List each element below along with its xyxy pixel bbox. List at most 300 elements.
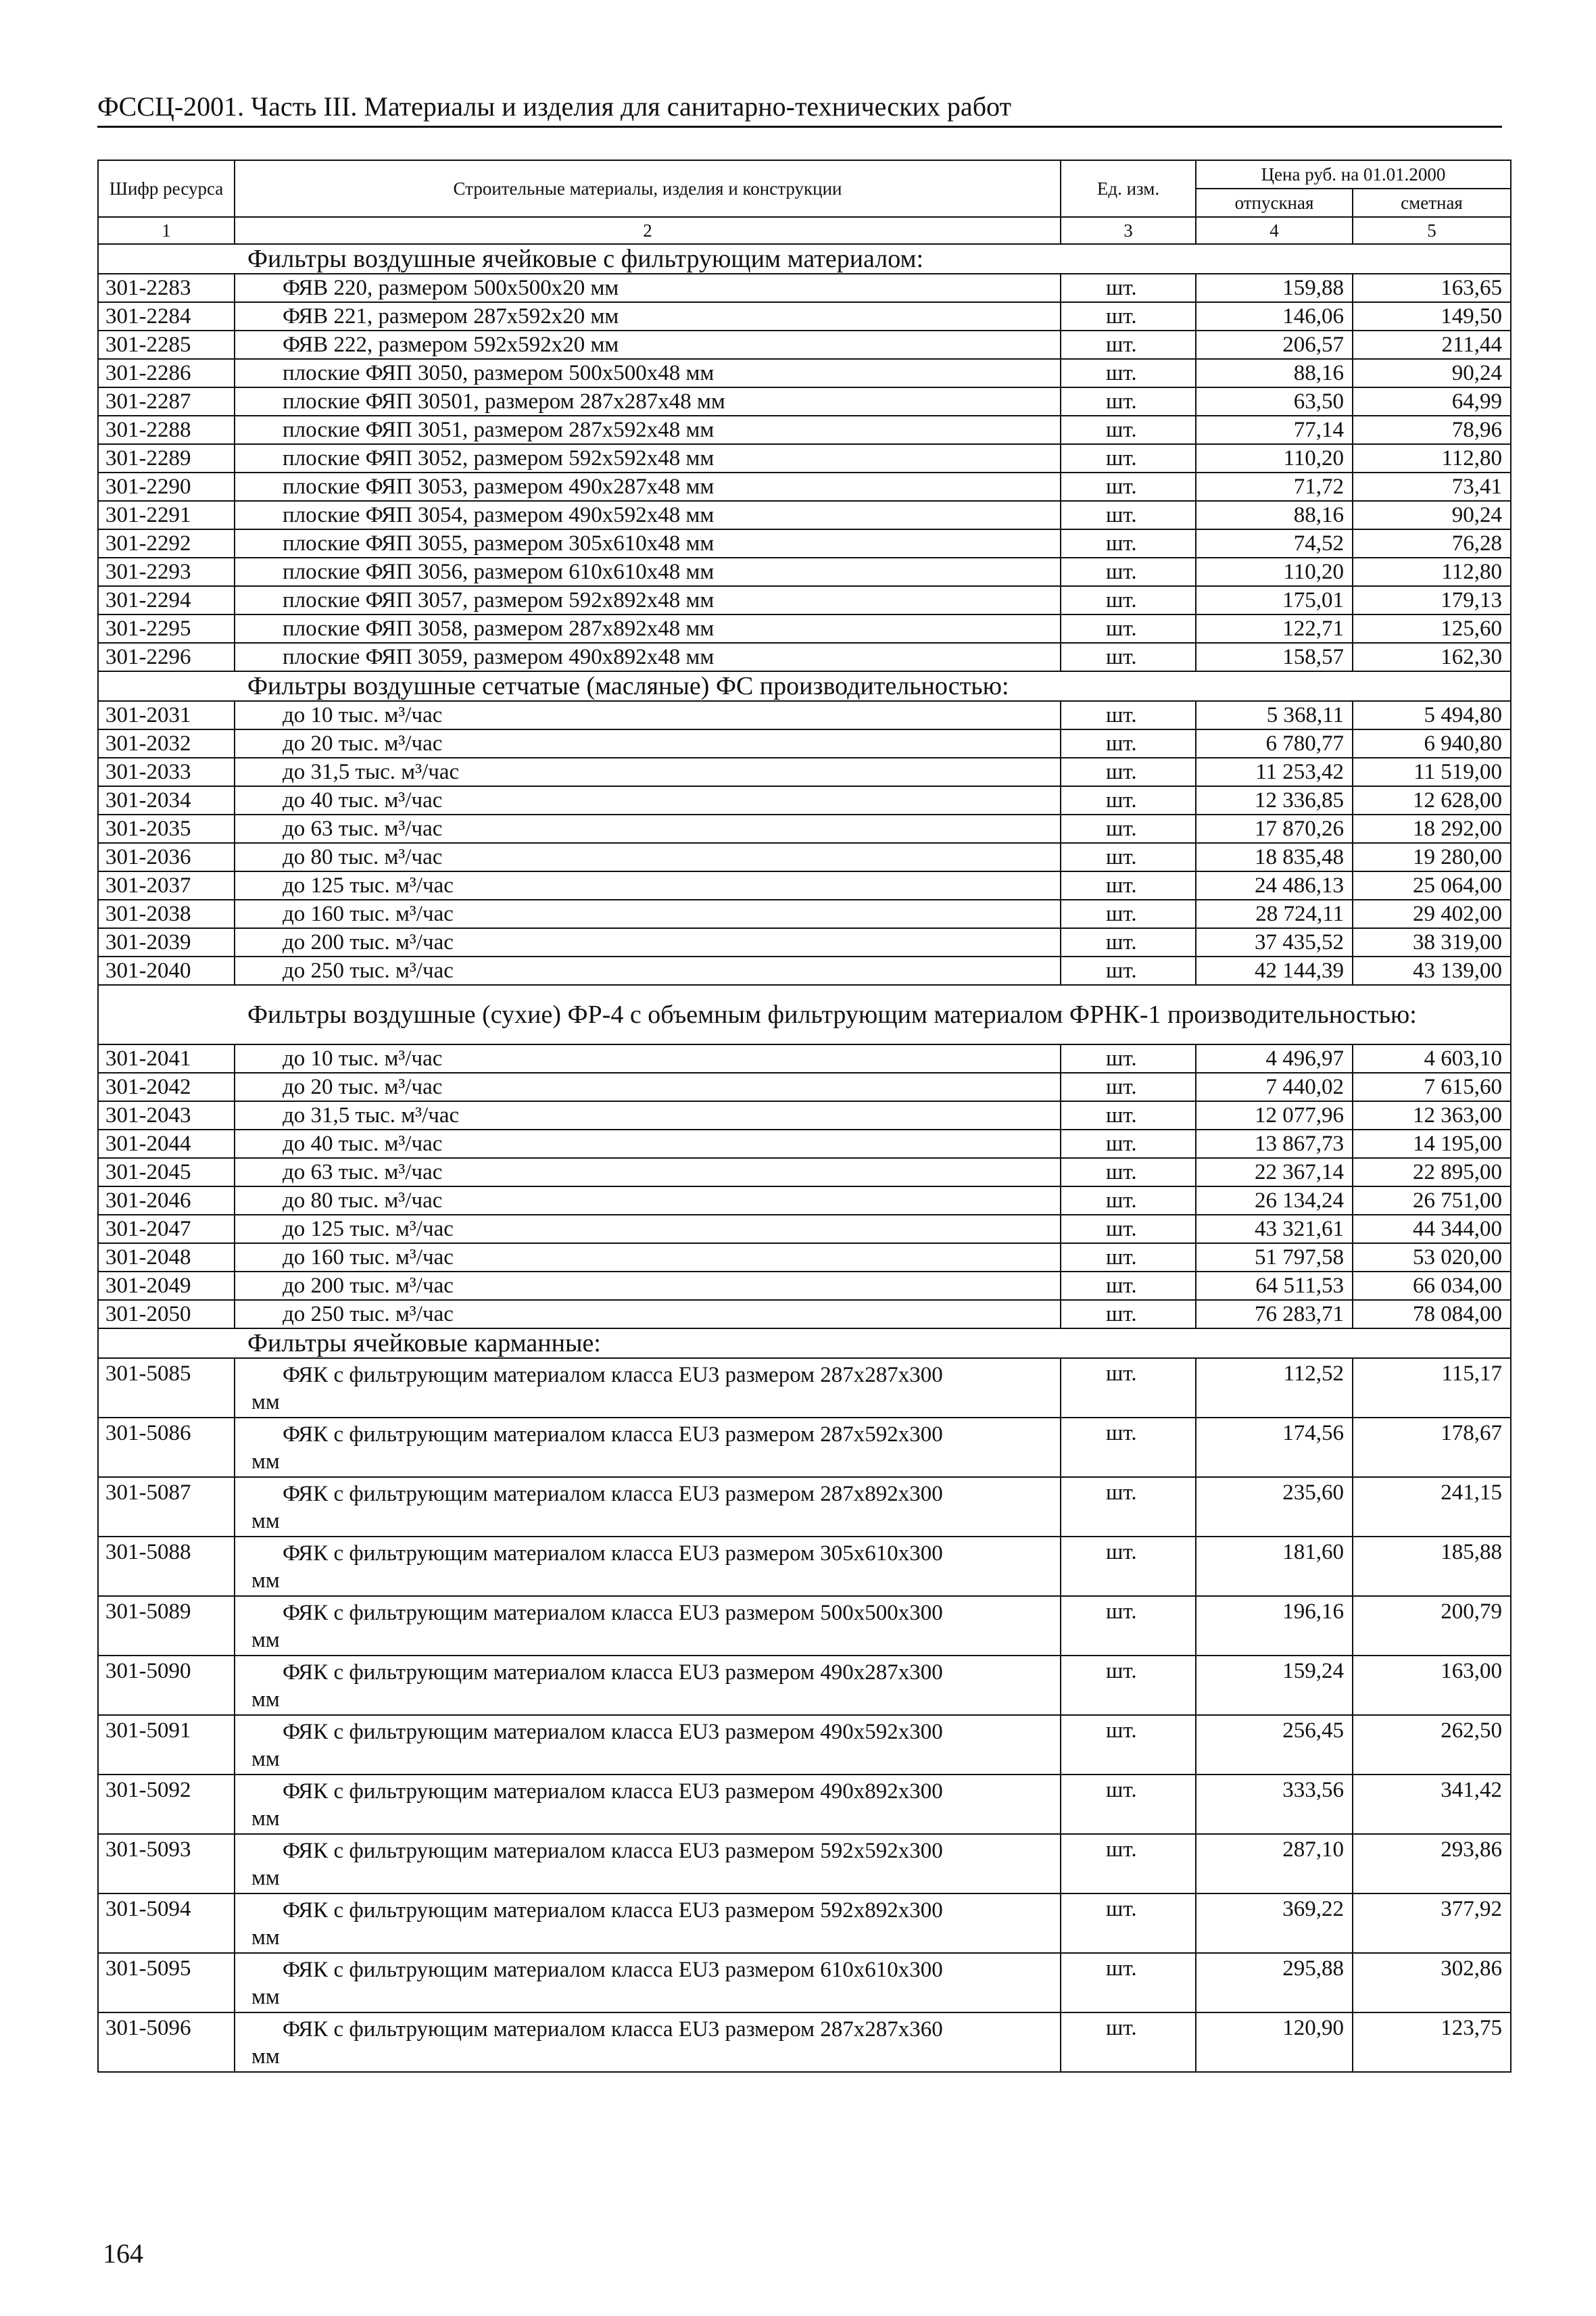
cell-name	[235, 815, 1061, 843]
cell-name-text: до 125 тыс. м³/час	[283, 873, 454, 898]
cell-unit: шт.	[1061, 1215, 1196, 1243]
cell-estimate-price: 179,13	[1353, 586, 1511, 614]
cell-unit: шт.	[1061, 1656, 1196, 1715]
table-row	[98, 416, 1511, 444]
table-row	[98, 558, 1511, 586]
cell-name-text: ФЯВ 220, размером 500х500х20 мм	[283, 276, 619, 300]
cell-estimate-price: 76,28	[1353, 529, 1511, 558]
cell-unit: шт.	[1061, 416, 1196, 444]
cell-release-price: 146,06	[1196, 302, 1353, 331]
group-row	[98, 244, 1511, 274]
cell-code: 301-2296	[98, 643, 235, 671]
cell-name	[235, 1243, 1061, 1272]
cell-name-text: плоские ФЯП 3054, размером 490х592х48 мм	[283, 503, 715, 527]
cell-name-text: плоские ФЯП 3057, размером 592х892х48 мм	[283, 588, 715, 612]
cell-estimate-price: 115,17	[1353, 1358, 1511, 1418]
cell-release-price: 175,01	[1196, 586, 1353, 614]
cell-unit: шт.	[1061, 928, 1196, 957]
cell-name	[235, 1044, 1061, 1073]
cell-release-price: 77,14	[1196, 416, 1353, 444]
cell-name-text: ФЯК с фильтрующим материалом класса EU3 размером 287х892х300	[283, 1482, 943, 1506]
cell-name	[235, 1358, 1061, 1418]
cell-unit: шт.	[1061, 1477, 1196, 1537]
cell-estimate-price: 123,75	[1353, 2012, 1511, 2072]
table-row	[98, 331, 1511, 359]
cell-estimate-price: 11 519,00	[1353, 758, 1511, 786]
cell-release-price: 174,56	[1196, 1418, 1353, 1477]
cell-code: 301-2034	[98, 786, 235, 815]
table-row	[98, 302, 1511, 331]
cell-name	[235, 614, 1061, 643]
cell-name	[235, 843, 1061, 871]
cell-name-text: до 80 тыс. м³/час	[283, 845, 443, 869]
table-row	[98, 501, 1511, 529]
cell-code: 301-2048	[98, 1243, 235, 1272]
table-row	[98, 1953, 1511, 2012]
table-row	[98, 1358, 1511, 1418]
cell-name-text: до 63 тыс. м³/час	[283, 817, 443, 841]
table-row	[98, 1044, 1511, 1073]
table-row	[98, 1656, 1511, 1715]
column-number: 5	[1353, 217, 1511, 244]
cell-estimate-price: 163,65	[1353, 274, 1511, 302]
cell-estimate-price: 25 064,00	[1353, 871, 1511, 900]
cell-name-text: ФЯВ 221, размером 287х592х20 мм	[283, 304, 619, 329]
cell-estimate-price: 26 751,00	[1353, 1186, 1511, 1215]
group-title: Фильтры воздушные сетчатые (масляные) ФС производительностью:	[98, 671, 1511, 701]
cell-name	[235, 416, 1061, 444]
cell-unit: шт.	[1061, 786, 1196, 815]
cell-name-text: ФЯК с фильтрующим материалом класса EU3 размером 287х592х300	[283, 1422, 943, 1447]
cell-unit: шт.	[1061, 529, 1196, 558]
cell-code: 301-2037	[98, 871, 235, 900]
cell-name-text: до 250 тыс. м³/час	[283, 959, 454, 983]
cell-unit: шт.	[1061, 274, 1196, 302]
table-row	[98, 1215, 1511, 1243]
cell-estimate-price: 53 020,00	[1353, 1243, 1511, 1272]
cell-name	[235, 444, 1061, 473]
cell-release-price: 11 253,42	[1196, 758, 1353, 786]
cell-estimate-price: 125,60	[1353, 614, 1511, 643]
cell-unit: шт.	[1061, 643, 1196, 671]
cell-name-unit-text: мм	[251, 1925, 280, 1950]
cell-name-unit-text: мм	[251, 1747, 280, 1771]
cell-code: 301-2294	[98, 586, 235, 614]
cell-unit: шт.	[1061, 1893, 1196, 1953]
cell-code: 301-2042	[98, 1073, 235, 1101]
cell-unit: шт.	[1061, 871, 1196, 900]
cell-name	[235, 1158, 1061, 1186]
table-row	[98, 786, 1511, 815]
group-title: Фильтры ячейковые карманные:	[98, 1328, 1511, 1358]
cell-release-price: 110,20	[1196, 558, 1353, 586]
cell-estimate-price: 73,41	[1353, 473, 1511, 501]
cell-code: 301-2044	[98, 1130, 235, 1158]
cell-name-text: до 160 тыс. м³/час	[283, 1245, 454, 1270]
cell-estimate-price: 78,96	[1353, 416, 1511, 444]
cell-estimate-price: 90,24	[1353, 359, 1511, 387]
cell-name-text: до 40 тыс. м³/час	[283, 1132, 443, 1156]
cell-release-price: 110,20	[1196, 444, 1353, 473]
cell-unit: шт.	[1061, 957, 1196, 985]
cell-name	[235, 786, 1061, 815]
cell-name	[235, 1272, 1061, 1300]
cell-unit: шт.	[1061, 729, 1196, 758]
cell-name-unit-text: мм	[251, 1687, 280, 1712]
column-header-unit: Ед. изм.	[1061, 160, 1196, 217]
cell-name	[235, 1893, 1061, 1953]
cell-release-price: 74,52	[1196, 529, 1353, 558]
cell-release-price: 158,57	[1196, 643, 1353, 671]
cell-code: 301-5086	[98, 1418, 235, 1477]
table-row	[98, 701, 1511, 729]
cell-unit: шт.	[1061, 614, 1196, 643]
cell-release-price: 26 134,24	[1196, 1186, 1353, 1215]
cell-name-text: до 160 тыс. м³/час	[283, 902, 454, 926]
cell-name	[235, 1186, 1061, 1215]
cell-unit: шт.	[1061, 1044, 1196, 1073]
cell-estimate-price: 185,88	[1353, 1537, 1511, 1596]
cell-name	[235, 1418, 1061, 1477]
table-row	[98, 1715, 1511, 1775]
group-title: Фильтры воздушные (сухие) ФР-4 с объемным фильтрующим материалом ФРНК-1 производительностью:	[98, 985, 1511, 1044]
cell-estimate-price: 43 139,00	[1353, 957, 1511, 985]
cell-name-text: ФЯВ 222, размером 592х592х20 мм	[283, 333, 619, 357]
group-row	[98, 671, 1511, 701]
cell-code: 301-2285	[98, 331, 235, 359]
cell-estimate-price: 200,79	[1353, 1596, 1511, 1656]
table-row	[98, 758, 1511, 786]
cell-unit: шт.	[1061, 900, 1196, 928]
cell-name-text: до 80 тыс. м³/час	[283, 1188, 443, 1213]
cell-unit: шт.	[1061, 501, 1196, 529]
cell-estimate-price: 78 084,00	[1353, 1300, 1511, 1328]
cell-estimate-price: 293,86	[1353, 1834, 1511, 1893]
cell-name-text: до 10 тыс. м³/час	[283, 1046, 443, 1071]
cell-code: 301-2288	[98, 416, 235, 444]
cell-name-unit-text: мм	[251, 1568, 280, 1593]
cell-name	[235, 928, 1061, 957]
cell-estimate-price: 18 292,00	[1353, 815, 1511, 843]
cell-unit: шт.	[1061, 1953, 1196, 2012]
cell-unit: шт.	[1061, 331, 1196, 359]
cell-release-price: 88,16	[1196, 359, 1353, 387]
column-header-price: Цена руб. на 01.01.2000	[1196, 160, 1511, 189]
cell-release-price: 12 077,96	[1196, 1101, 1353, 1130]
table-row	[98, 387, 1511, 416]
cell-code: 301-2045	[98, 1158, 235, 1186]
cell-name	[235, 387, 1061, 416]
cell-estimate-price: 5 494,80	[1353, 701, 1511, 729]
cell-estimate-price: 163,00	[1353, 1656, 1511, 1715]
cell-code: 301-2041	[98, 1044, 235, 1073]
cell-release-price: 181,60	[1196, 1537, 1353, 1596]
cell-name-text: ФЯК с фильтрующим материалом класса EU3 размером 490х287х300	[283, 1660, 943, 1685]
cell-release-price: 206,57	[1196, 331, 1353, 359]
cell-name-text: до 10 тыс. м³/час	[283, 703, 443, 727]
cell-code: 301-2040	[98, 957, 235, 985]
column-header-estimate: сметная	[1353, 189, 1511, 217]
cell-release-price: 28 724,11	[1196, 900, 1353, 928]
cell-estimate-price: 262,50	[1353, 1715, 1511, 1775]
cell-name	[235, 2012, 1061, 2072]
cell-name-unit-text: мм	[251, 2044, 280, 2069]
cell-estimate-price: 377,92	[1353, 1893, 1511, 1953]
cell-release-price: 88,16	[1196, 501, 1353, 529]
cell-release-price: 333,56	[1196, 1775, 1353, 1834]
cell-estimate-price: 14 195,00	[1353, 1130, 1511, 1158]
column-number: 1	[98, 217, 235, 244]
cell-unit: шт.	[1061, 1300, 1196, 1328]
cell-name-text: до 40 тыс. м³/час	[283, 788, 443, 813]
table-body	[98, 244, 1511, 2072]
cell-estimate-price: 12 628,00	[1353, 786, 1511, 815]
cell-unit: шт.	[1061, 1130, 1196, 1158]
group-title: Фильтры воздушные ячейковые с фильтрующим материалом:	[98, 244, 1511, 274]
cell-name	[235, 729, 1061, 758]
cell-estimate-price: 112,80	[1353, 558, 1511, 586]
cell-unit: шт.	[1061, 1715, 1196, 1775]
cell-name-text: плоские ФЯП 3056, размером 610х610х48 мм	[283, 560, 715, 584]
cell-name	[235, 1656, 1061, 1715]
cell-name-text: плоские ФЯП 3051, размером 287х592х48 мм	[283, 418, 715, 442]
cell-unit: шт.	[1061, 1358, 1196, 1418]
cell-name	[235, 701, 1061, 729]
cell-estimate-price: 44 344,00	[1353, 1215, 1511, 1243]
cell-release-price: 159,88	[1196, 274, 1353, 302]
cell-code: 301-5085	[98, 1358, 235, 1418]
table-row	[98, 1073, 1511, 1101]
cell-code: 301-5089	[98, 1596, 235, 1656]
cell-unit: шт.	[1061, 815, 1196, 843]
page-number: 164	[103, 2238, 143, 2269]
cell-release-price: 18 835,48	[1196, 843, 1353, 871]
table-row	[98, 957, 1511, 985]
cell-code: 301-2284	[98, 302, 235, 331]
cell-code: 301-5093	[98, 1834, 235, 1893]
cell-release-price: 51 797,58	[1196, 1243, 1353, 1272]
cell-name	[235, 274, 1061, 302]
cell-name	[235, 900, 1061, 928]
cell-release-price: 71,72	[1196, 473, 1353, 501]
cell-estimate-price: 90,24	[1353, 501, 1511, 529]
cell-release-price: 369,22	[1196, 1893, 1353, 1953]
cell-name-text: до 125 тыс. м³/час	[283, 1217, 454, 1241]
cell-name-text: до 250 тыс. м³/час	[283, 1302, 454, 1326]
cell-code: 301-2043	[98, 1101, 235, 1130]
cell-name	[235, 1101, 1061, 1130]
cell-code: 301-2292	[98, 529, 235, 558]
column-number: 4	[1196, 217, 1353, 244]
cell-name	[235, 529, 1061, 558]
cell-name-text: плоские ФЯП 3059, размером 490х892х48 мм	[283, 645, 715, 669]
table-row	[98, 871, 1511, 900]
table-row	[98, 1101, 1511, 1130]
cell-name	[235, 1215, 1061, 1243]
cell-code: 301-2035	[98, 815, 235, 843]
table-row	[98, 473, 1511, 501]
cell-name-unit-text: мм	[251, 1390, 280, 1414]
column-number: 3	[1061, 217, 1196, 244]
table-row	[98, 444, 1511, 473]
table-row	[98, 1300, 1511, 1328]
cell-release-price: 196,16	[1196, 1596, 1353, 1656]
cell-unit: шт.	[1061, 1158, 1196, 1186]
cell-estimate-price: 29 402,00	[1353, 900, 1511, 928]
cell-name-text: плоские ФЯП 30501, размером 287х287х48 мм	[283, 389, 725, 414]
cell-code: 301-5095	[98, 1953, 235, 2012]
cell-name	[235, 643, 1061, 671]
cell-unit: шт.	[1061, 758, 1196, 786]
cell-unit: шт.	[1061, 1596, 1196, 1656]
cell-name-text: плоские ФЯП 3052, размером 592х592х48 мм	[283, 446, 715, 471]
cell-release-price: 42 144,39	[1196, 957, 1353, 985]
cell-estimate-price: 12 363,00	[1353, 1101, 1511, 1130]
cell-code: 301-2047	[98, 1215, 235, 1243]
cell-name-unit-text: мм	[251, 1806, 280, 1831]
cell-code: 301-2039	[98, 928, 235, 957]
cell-estimate-price: 112,80	[1353, 444, 1511, 473]
cell-unit: шт.	[1061, 387, 1196, 416]
cell-name-text: ФЯК с фильтрующим материалом класса EU3 размером 490х592х300	[283, 1720, 943, 1744]
cell-code: 301-2032	[98, 729, 235, 758]
cell-name	[235, 331, 1061, 359]
cell-code: 301-5087	[98, 1477, 235, 1537]
cell-name-text: до 200 тыс. м³/час	[283, 930, 454, 955]
cell-unit: шт.	[1061, 701, 1196, 729]
column-header-code: Шифр ресурса	[98, 160, 235, 217]
cell-unit: шт.	[1061, 1243, 1196, 1272]
cell-unit: шт.	[1061, 586, 1196, 614]
cell-name-unit-text: мм	[251, 1985, 280, 2009]
cell-release-price: 43 321,61	[1196, 1215, 1353, 1243]
cell-estimate-price: 241,15	[1353, 1477, 1511, 1537]
cell-code: 301-2031	[98, 701, 235, 729]
cell-release-price: 63,50	[1196, 387, 1353, 416]
cell-name	[235, 957, 1061, 985]
cell-estimate-price: 66 034,00	[1353, 1272, 1511, 1300]
cell-name	[235, 473, 1061, 501]
cell-release-price: 76 283,71	[1196, 1300, 1353, 1328]
cell-name-text: ФЯК с фильтрующим материалом класса EU3 размером 490х892х300	[283, 1779, 943, 1804]
cell-release-price: 235,60	[1196, 1477, 1353, 1537]
page-title: ФССЦ-2001. Часть III. Материалы и изделия для санитарно-технических работ	[97, 91, 1011, 122]
cell-name-text: плоские ФЯП 3058, размером 287х892х48 мм	[283, 617, 715, 641]
cell-unit: шт.	[1061, 1073, 1196, 1101]
cell-release-price: 159,24	[1196, 1656, 1353, 1715]
table-row	[98, 359, 1511, 387]
cell-estimate-price: 19 280,00	[1353, 843, 1511, 871]
cell-estimate-price: 6 940,80	[1353, 729, 1511, 758]
cell-code: 301-2293	[98, 558, 235, 586]
cell-release-price: 122,71	[1196, 614, 1353, 643]
cell-release-price: 295,88	[1196, 1953, 1353, 2012]
cell-name-text: плоские ФЯП 3055, размером 305х610х48 мм	[283, 531, 715, 556]
cell-name-unit-text: мм	[251, 1509, 280, 1533]
cell-release-price: 5 368,11	[1196, 701, 1353, 729]
cell-unit: шт.	[1061, 1418, 1196, 1477]
table-row	[98, 586, 1511, 614]
cell-code: 301-2283	[98, 274, 235, 302]
table-row	[98, 1243, 1511, 1272]
cell-name-text: ФЯК с фильтрующим материалом класса EU3 размером 287х287х360	[283, 2017, 943, 2042]
table-row	[98, 1186, 1511, 1215]
cell-estimate-price: 64,99	[1353, 387, 1511, 416]
cell-unit: шт.	[1061, 1272, 1196, 1300]
cell-release-price: 6 780,77	[1196, 729, 1353, 758]
cell-release-price: 120,90	[1196, 2012, 1353, 2072]
cell-name	[235, 586, 1061, 614]
cell-unit: шт.	[1061, 302, 1196, 331]
cell-name-text: до 31,5 тыс. м³/час	[283, 760, 460, 784]
table-row	[98, 1158, 1511, 1186]
cell-name	[235, 1953, 1061, 2012]
cell-unit: шт.	[1061, 359, 1196, 387]
cell-name-text: до 20 тыс. м³/час	[283, 731, 443, 756]
table-row	[98, 274, 1511, 302]
cell-estimate-price: 302,86	[1353, 1953, 1511, 2012]
table-row	[98, 529, 1511, 558]
cell-name	[235, 1834, 1061, 1893]
cell-name-text: ФЯК с фильтрующим материалом класса EU3 размером 500х500х300	[283, 1601, 943, 1625]
table-row	[98, 815, 1511, 843]
page-header	[97, 89, 1502, 128]
column-header-release: отпускная	[1196, 189, 1353, 217]
cell-name	[235, 302, 1061, 331]
cell-unit: шт.	[1061, 1101, 1196, 1130]
table-row	[98, 729, 1511, 758]
cell-release-price: 12 336,85	[1196, 786, 1353, 815]
cell-code: 301-2290	[98, 473, 235, 501]
cell-estimate-price: 341,42	[1353, 1775, 1511, 1834]
table-row	[98, 614, 1511, 643]
cell-unit: шт.	[1061, 473, 1196, 501]
cell-name-unit-text: мм	[251, 1449, 280, 1474]
cell-release-price: 4 496,97	[1196, 1044, 1353, 1073]
cell-name-text: ФЯК с фильтрующим материалом класса EU3 размером 592х892х300	[283, 1898, 943, 1923]
cell-estimate-price: 211,44	[1353, 331, 1511, 359]
cell-release-price: 112,52	[1196, 1358, 1353, 1418]
cell-code: 301-2038	[98, 900, 235, 928]
table-row	[98, 1537, 1511, 1596]
cell-name	[235, 1477, 1061, 1537]
cell-name	[235, 1300, 1061, 1328]
cell-code: 301-2291	[98, 501, 235, 529]
cell-name-unit-text: мм	[251, 1628, 280, 1652]
cell-code: 301-5088	[98, 1537, 235, 1596]
cell-release-price: 22 367,14	[1196, 1158, 1353, 1186]
cell-release-price: 287,10	[1196, 1834, 1353, 1893]
cell-name	[235, 1130, 1061, 1158]
cell-code: 301-5094	[98, 1893, 235, 1953]
cell-release-price: 24 486,13	[1196, 871, 1353, 900]
cell-name-text: до 31,5 тыс. м³/час	[283, 1103, 460, 1128]
cell-code: 301-2287	[98, 387, 235, 416]
cell-name-text: до 20 тыс. м³/час	[283, 1075, 443, 1099]
table-row	[98, 1834, 1511, 1893]
cell-name	[235, 1596, 1061, 1656]
cell-name	[235, 1715, 1061, 1775]
table-row	[98, 928, 1511, 957]
cell-name	[235, 1775, 1061, 1834]
cell-code: 301-2295	[98, 614, 235, 643]
cell-code: 301-5096	[98, 2012, 235, 2072]
table-row	[98, 1893, 1511, 1953]
table-row	[98, 1596, 1511, 1656]
cell-estimate-price: 162,30	[1353, 643, 1511, 671]
cell-name	[235, 1073, 1061, 1101]
cell-unit: шт.	[1061, 444, 1196, 473]
